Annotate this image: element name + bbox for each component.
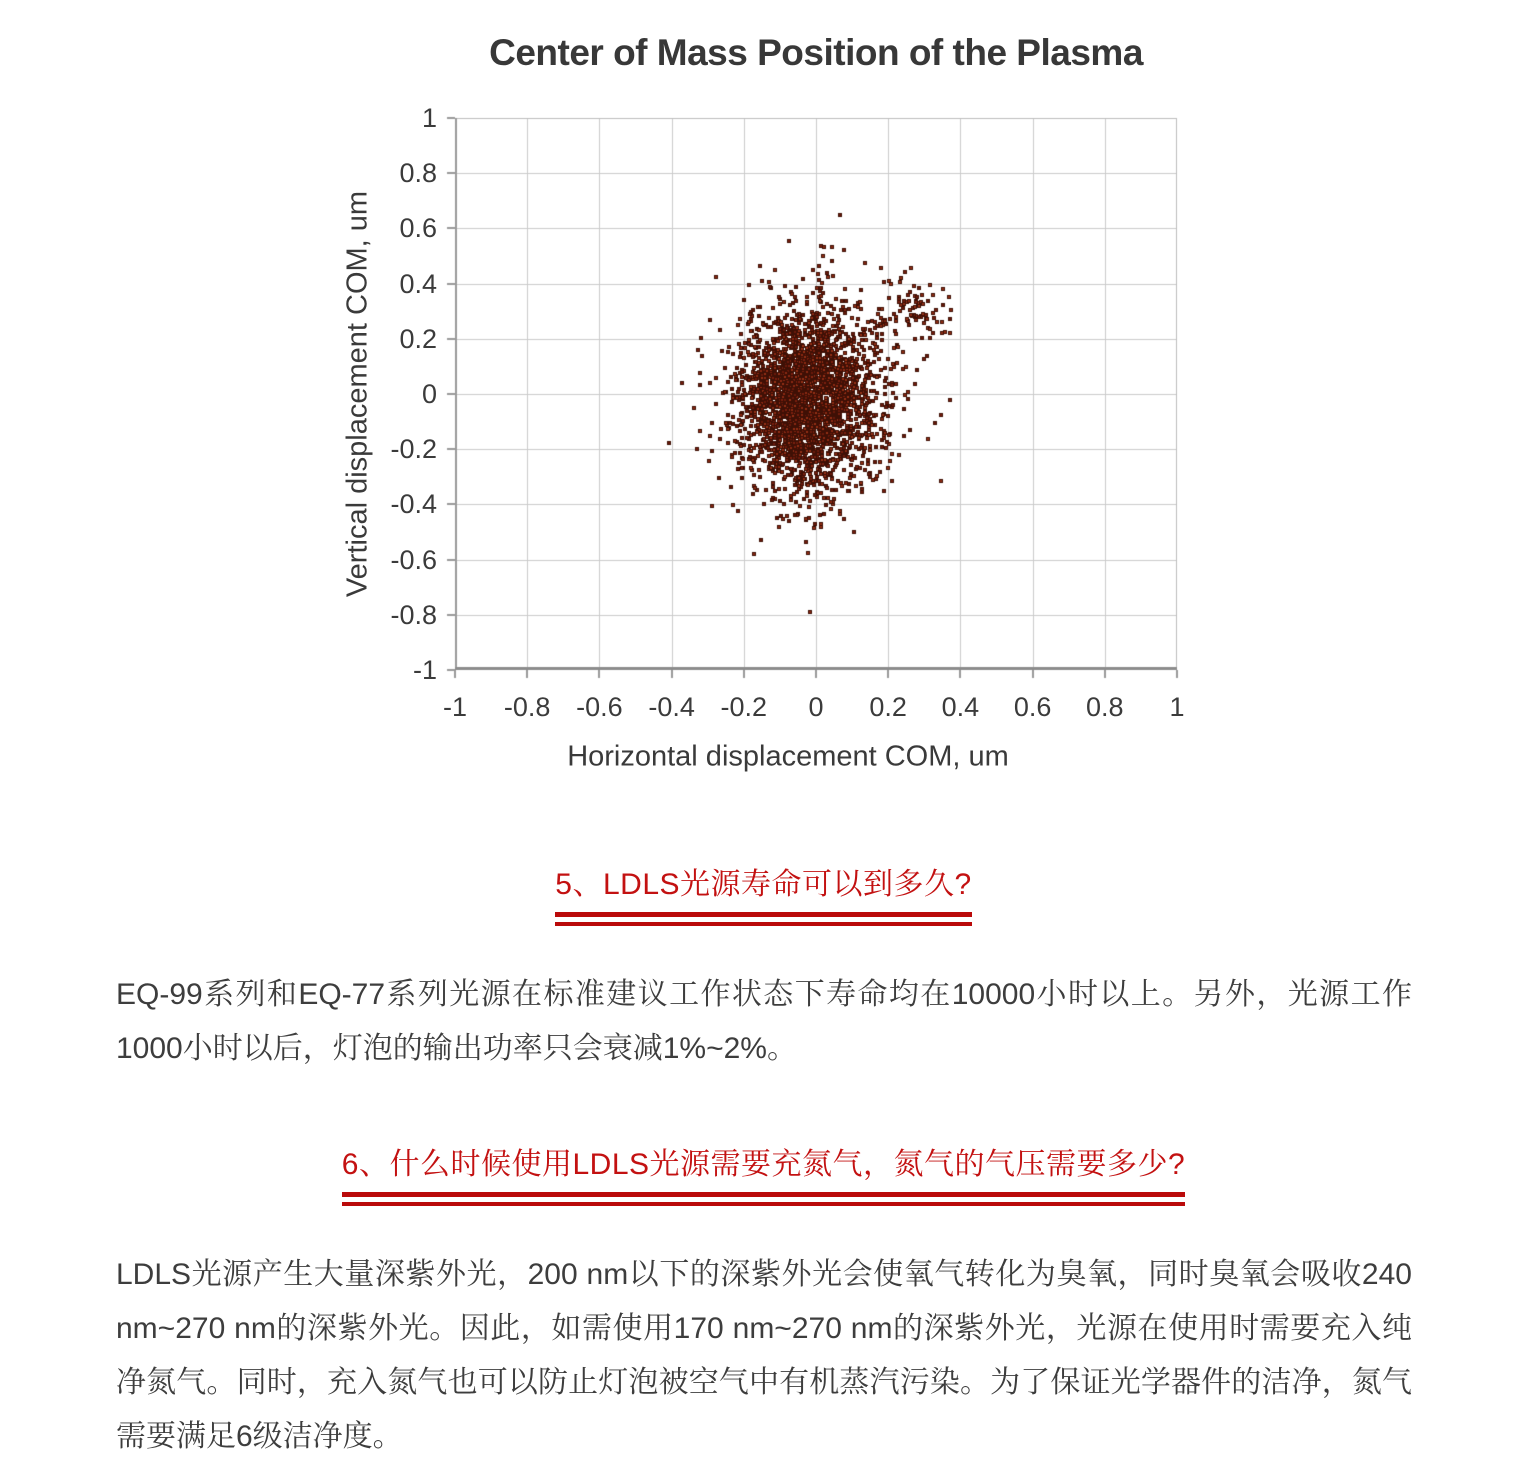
y-tick-label: -0.8 [390,599,437,630]
scatter-plot-canvas [443,109,1189,681]
x-tick-label: 0.2 [869,692,907,722]
x-tick-label: -0.2 [720,692,768,722]
y-tick-label: -1 [412,655,437,685]
question-6-answer: LDLS光源产生大量深紫外光，200 nm以下的深紫外光会使氧气转化为臭氧，同时臭氧会吸收240 nm~270 nm的深紫外光。因此，如需使用170 nm~270 nm的深紫外光，光源在使用时需要充入纯净氮气。同时，充入氮气也可以防止灯泡被空气中有机蒸汽污染。为了保证光学器件的洁净，氮气需要满足6级洁净度。 [116,1258,1412,1453]
x-tick-label: -0.4 [648,692,695,722]
x-axis-label: Horizontal displacement COM, um [567,740,1009,773]
y-tick-label: 0.8 [399,158,437,189]
heading-underline-top [342,1192,1185,1197]
y-tick-label: -0.2 [390,434,437,465]
x-tick-label: 0.8 [1086,692,1124,722]
heading-underline-bottom [555,922,971,926]
x-tick-label: -1 [442,692,467,722]
x-tick-label: -0.8 [503,692,551,722]
question-5-heading-row [0,866,1527,926]
x-tick-label: 0.4 [941,692,980,722]
y-tick-label: 1 [421,103,437,133]
question-6-heading: 6、什么时候使用LDLS光源需要充氮气，氮气的气压需要多少? [341,1148,1186,1181]
x-tick-label: -0.6 [576,692,623,722]
y-tick-label: 0 [421,379,437,409]
y-tick-label: -0.6 [390,544,437,575]
y-tick-label: 0.6 [399,213,437,244]
question-6-heading-row [0,1146,1527,1206]
x-tick-label: 1 [1169,692,1185,722]
y-axis-label: Vertical displacement COM, um [341,190,374,598]
question-5-answer: EQ-99系列和EQ-77系列光源在标准建议工作状态下寿命均在10000小时以上。另外，光源工作1000小时以后，灯泡的输出功率只会衰减1%~2%。 [116,978,1412,1065]
heading-underline-top [555,912,971,917]
question-5-heading: 5、LDLS光源寿命可以到多久? [555,868,972,901]
x-tick-label: 0 [808,692,824,722]
heading-underline-bottom [342,1202,1185,1206]
chart-title: Center of Mass Position of the Plasma [489,32,1143,73]
y-tick-label: 0.4 [399,268,437,299]
x-tick-label: 0.6 [1013,692,1052,722]
y-tick-label: -0.4 [390,489,437,520]
y-tick-label: 0.2 [399,323,437,354]
